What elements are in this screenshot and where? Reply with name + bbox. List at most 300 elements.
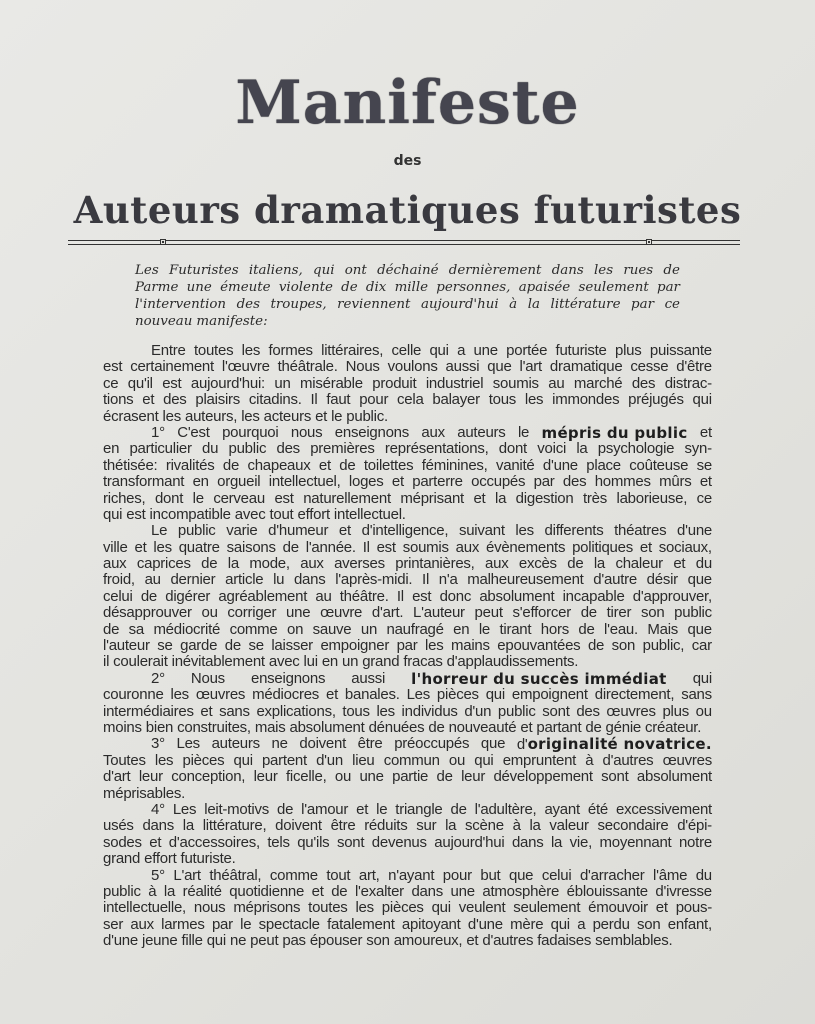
word: l'art — [519, 358, 542, 376]
word: les — [154, 751, 174, 769]
word: et — [149, 833, 162, 851]
paragraph — [103, 425, 712, 523]
word: de — [341, 280, 358, 295]
word: leur — [461, 768, 486, 786]
document-title: Manifeste — [235, 68, 580, 138]
word: représentations, — [384, 440, 489, 458]
word: que — [509, 866, 534, 884]
word: aujourd'hui — [420, 297, 499, 312]
word: la — [163, 882, 176, 900]
word: fatalement — [327, 915, 395, 933]
word: méprisons — [233, 899, 301, 917]
word: pas — [282, 932, 306, 950]
word: toutes — [193, 342, 234, 359]
word: 5° — [151, 866, 165, 884]
word: est — [376, 538, 396, 556]
word: suivant — [458, 522, 505, 540]
word: pièces — [436, 686, 479, 704]
word: loges — [348, 473, 384, 491]
word: méprisant — [400, 489, 464, 507]
word: toutes — [308, 899, 348, 917]
word: l'adultère, — [474, 800, 537, 818]
word: art, — [358, 866, 380, 884]
word: semblables. — [595, 932, 673, 950]
word: médiocrité — [153, 620, 221, 638]
text-line — [103, 523, 712, 539]
word: les — [241, 407, 260, 425]
word: futuriste. — [180, 850, 236, 868]
word: sociaux, — [658, 538, 712, 556]
word: premières — [310, 440, 375, 458]
text-line — [103, 572, 712, 588]
word: du — [202, 440, 219, 458]
word: œuvre — [320, 604, 363, 622]
word: epouvantées — [497, 637, 581, 655]
word: ou — [448, 751, 466, 769]
word: personnes, — [436, 280, 511, 295]
text-line — [103, 687, 712, 703]
word: et — [520, 718, 533, 736]
word: l'année. — [305, 538, 356, 556]
word: printanières, — [395, 555, 475, 573]
word: de — [224, 637, 241, 655]
word: soumis — [402, 538, 449, 556]
word: marché — [573, 374, 623, 392]
word: reviennent — [337, 297, 411, 312]
word: rues — [623, 263, 654, 278]
word: parterre — [412, 473, 463, 491]
word: futuriste — [555, 342, 607, 359]
word: évènements — [485, 538, 566, 556]
word: son — [640, 604, 665, 622]
word: excès — [518, 555, 557, 573]
word: toilettes — [363, 456, 414, 474]
word: et — [338, 522, 351, 540]
text-line — [103, 425, 712, 441]
word: que — [687, 571, 712, 589]
word: amoureux, — [393, 932, 463, 950]
word: puissante — [649, 342, 712, 359]
word: un — [342, 653, 359, 671]
word: garde — [180, 637, 218, 655]
word: tout — [326, 866, 351, 884]
word: littérature — [550, 297, 621, 312]
word: Le — [151, 522, 168, 540]
word: Mais — [647, 620, 679, 638]
word: le — [376, 800, 388, 818]
word: intellectuel, — [268, 473, 341, 491]
word: laborieuse, — [616, 489, 688, 507]
word: en — [453, 620, 470, 638]
word: a — [577, 915, 586, 933]
word: très — [582, 489, 607, 507]
word: spectacle — [258, 915, 320, 933]
word: par — [211, 915, 233, 933]
word: et — [655, 899, 668, 917]
word: désir — [646, 571, 678, 589]
word: n'a — [438, 571, 458, 589]
word: secondaire — [597, 817, 669, 835]
word: et — [200, 702, 213, 720]
word: Il — [310, 391, 318, 409]
word: l'intervention — [135, 297, 227, 312]
word: article — [225, 571, 264, 589]
word: dénuées — [368, 718, 425, 736]
word: théatres — [614, 522, 667, 540]
word: et — [639, 538, 652, 556]
word: digérer — [165, 587, 211, 605]
word: corriger — [227, 604, 277, 622]
word: qui — [550, 915, 570, 933]
rule-ornament-icon — [646, 239, 652, 245]
word: sauve — [312, 620, 352, 638]
word: partant — [536, 718, 582, 736]
word: littéraires, — [321, 342, 384, 359]
word: Toutes — [103, 751, 146, 769]
word: théâtrale. — [277, 358, 338, 376]
paragraph — [103, 523, 712, 671]
word: l'eau. — [604, 620, 638, 638]
word: et — [318, 456, 331, 474]
word: d'une — [542, 456, 578, 474]
word: œuvres — [662, 751, 712, 769]
word: la — [529, 817, 541, 835]
word: émouvoir — [588, 899, 648, 917]
word: d'être — [676, 358, 712, 376]
word: C'est — [177, 423, 210, 441]
word: qu'il — [127, 374, 153, 392]
word: en — [192, 473, 209, 491]
word: grand — [103, 850, 141, 868]
word: incapable — [562, 587, 625, 605]
word: été — [587, 800, 609, 818]
word: mère — [510, 915, 544, 933]
word: digestion — [515, 489, 574, 507]
word: tirant — [499, 620, 532, 638]
word: l'auteur — [103, 637, 150, 655]
word: froid, — [103, 571, 135, 589]
word: plus — [615, 342, 642, 359]
word: ayant — [544, 800, 580, 818]
word: des — [236, 297, 260, 312]
word: de — [578, 620, 595, 638]
word: une — [186, 280, 212, 295]
word: psychologie — [597, 440, 675, 458]
word: et — [356, 800, 369, 818]
word: littérature, — [202, 817, 267, 835]
word: épouser — [309, 932, 363, 950]
word: de — [585, 718, 602, 736]
paragraph — [103, 868, 712, 950]
text-line — [103, 933, 712, 949]
word: et — [391, 473, 404, 491]
word: effort — [144, 850, 177, 868]
word: d'humeur — [268, 522, 329, 540]
text-line — [103, 392, 712, 408]
word: la — [445, 817, 457, 835]
word: créateur. — [645, 718, 702, 736]
word: et — [699, 423, 712, 441]
word: d'une — [677, 522, 712, 540]
intro-line — [135, 279, 680, 296]
word: scène — [465, 817, 504, 835]
word: de — [567, 555, 584, 573]
word: apitoyant — [401, 915, 461, 933]
text-line — [103, 769, 712, 785]
text-line — [103, 474, 712, 490]
word: leit-motivs — [204, 800, 270, 818]
word: Nous — [190, 669, 225, 687]
text-line — [103, 802, 712, 818]
word: hommes — [594, 473, 651, 491]
word: intellectuelle, — [103, 899, 186, 917]
text-line — [103, 818, 712, 834]
word: lu — [273, 571, 285, 589]
word: une — [450, 882, 475, 900]
word: car — [691, 637, 712, 655]
text-line — [103, 507, 712, 523]
word: enseignons — [334, 423, 410, 441]
word: se — [696, 456, 712, 474]
word: qui — [233, 751, 253, 769]
word: larmes — [161, 915, 205, 933]
word: auteurs — [211, 735, 260, 753]
word: les — [515, 522, 534, 540]
paragraph — [103, 736, 712, 802]
text-line — [103, 491, 712, 507]
word: construites, — [177, 718, 251, 736]
word: misérable — [300, 374, 363, 392]
text-line — [103, 868, 712, 884]
word: leur — [138, 768, 163, 786]
word: Les — [176, 735, 200, 753]
word: quatre — [178, 538, 220, 556]
word: Il — [422, 571, 430, 589]
word: bien — [145, 718, 174, 736]
word: la — [527, 297, 540, 312]
word: aussi — [445, 358, 480, 376]
word: qui — [485, 686, 505, 704]
text-line — [103, 671, 712, 687]
word: intellectuel. — [333, 505, 406, 523]
word: averses — [334, 555, 385, 573]
word: enseignons — [251, 669, 326, 687]
intro-line — [135, 262, 680, 279]
word: en — [321, 653, 338, 671]
word: un — [274, 374, 291, 392]
word: conception, — [171, 768, 246, 786]
word: industriel — [425, 374, 484, 392]
word: formes — [268, 342, 313, 359]
word: vanité — [495, 456, 535, 474]
word: chapeaux — [247, 456, 311, 474]
word: celui — [541, 866, 572, 884]
word: politiques — [572, 538, 633, 556]
word: doivent — [299, 735, 347, 753]
word: empoigner — [320, 637, 390, 655]
word: aux — [421, 423, 445, 441]
word: ser — [103, 915, 124, 933]
word: 3° — [151, 735, 165, 753]
word: dans — [293, 571, 326, 589]
word — [517, 736, 712, 752]
word: son — [366, 932, 390, 950]
word: partie — [392, 768, 429, 786]
rule-line — [68, 240, 740, 241]
text-line — [103, 540, 712, 556]
word: réalité — [182, 882, 222, 900]
text-line — [103, 900, 712, 916]
word: l'amour — [301, 800, 349, 818]
word: mûrs — [659, 473, 692, 491]
word: L'auteur — [413, 604, 465, 622]
text-line — [103, 753, 712, 769]
word: d'art. — [371, 604, 404, 622]
word: produit — [372, 374, 417, 392]
word: dans — [411, 882, 443, 900]
word: sur — [416, 817, 437, 835]
word: pour — [359, 391, 389, 409]
word: nous — [193, 899, 226, 917]
word: d'arracher — [579, 866, 645, 884]
word: et — [311, 882, 324, 900]
word: fracas — [403, 653, 443, 671]
word: les — [241, 342, 261, 359]
word: dix — [365, 280, 387, 295]
text-line — [103, 884, 712, 900]
text-line — [103, 622, 712, 638]
word: but — [480, 866, 501, 884]
word: qui — [692, 391, 712, 409]
word: celle — [391, 342, 422, 359]
word: le — [331, 407, 343, 425]
word: à — [512, 817, 521, 835]
word: et — [315, 407, 328, 425]
word: de — [580, 604, 597, 622]
paragraph — [103, 671, 712, 737]
word: directement, — [594, 686, 675, 704]
word: commun — [383, 751, 440, 769]
text-line — [103, 589, 712, 605]
word: et — [134, 538, 147, 556]
word: ce — [664, 297, 680, 312]
word: tout — [269, 505, 294, 523]
word: nouveauté — [448, 718, 517, 736]
word: certainement — [130, 358, 214, 376]
word: L'art — [173, 866, 201, 884]
word: mode, — [249, 555, 290, 573]
word: et — [325, 686, 338, 704]
text-line — [103, 458, 712, 474]
word: à — [148, 882, 157, 900]
word: qu'ils — [297, 833, 330, 851]
word: devenus — [371, 833, 427, 851]
word: de — [450, 800, 467, 818]
word: Les — [172, 800, 197, 818]
word: dans — [142, 817, 174, 835]
word: le — [517, 423, 530, 441]
word: de — [277, 800, 294, 818]
word: les — [524, 391, 544, 409]
word: une — [473, 342, 498, 359]
word: d'autre — [593, 571, 637, 589]
word: manifeste: — [196, 314, 268, 329]
word: hors — [540, 620, 569, 638]
word: tirer — [606, 604, 632, 622]
word: sodes — [103, 833, 142, 851]
word: ou — [695, 702, 712, 720]
word: sont — [601, 768, 629, 786]
word: être — [330, 817, 356, 835]
word: inévitablement — [171, 653, 265, 671]
word: les — [355, 899, 374, 917]
text-line — [103, 343, 712, 359]
word: explications, — [256, 702, 336, 720]
word: cerveau — [213, 489, 265, 507]
word: acteurs — [263, 407, 312, 425]
word: quotidienne — [229, 882, 305, 900]
word: differents — [544, 522, 604, 540]
word: mais — [254, 718, 286, 736]
word: pourquoi — [222, 423, 279, 441]
word: plus — [662, 702, 689, 720]
word: la — [576, 440, 588, 458]
word: tels — [267, 833, 290, 851]
word: public — [177, 522, 216, 540]
word: apaisée — [518, 280, 571, 295]
word: nous — [290, 423, 323, 441]
word: laisser — [271, 637, 313, 655]
word: d'accessoires, — [168, 833, 260, 851]
word: de — [282, 538, 299, 556]
word: éblouissante — [566, 882, 648, 900]
word: peut — [474, 604, 503, 622]
word: d'intelligence, — [361, 522, 449, 540]
word: public — [674, 604, 712, 622]
word: vie, — [569, 833, 592, 851]
word: aux — [130, 915, 154, 933]
word: aux — [300, 555, 324, 573]
word: l'exalter — [354, 882, 404, 900]
title-connector: des — [393, 153, 422, 169]
word: en — [103, 440, 120, 458]
word: coulerait — [113, 653, 168, 671]
word: d'épi- — [677, 817, 712, 835]
word: qui — [431, 899, 451, 917]
word: déchainé — [377, 263, 439, 278]
word: est — [126, 505, 146, 523]
word: banales. — [344, 686, 400, 704]
text-line — [103, 917, 712, 933]
word: œuvres — [195, 686, 246, 704]
word: les — [376, 702, 395, 720]
word: donc — [439, 587, 472, 605]
word: son — [611, 637, 636, 655]
text-line — [103, 704, 712, 720]
word: coûteuse — [629, 456, 689, 474]
text-line — [103, 736, 712, 752]
word: par — [396, 637, 418, 655]
word: pièces — [381, 899, 424, 917]
word: des — [276, 440, 300, 458]
word: aussi — [351, 669, 386, 687]
word: dramatique — [549, 358, 623, 376]
word: du — [695, 866, 712, 884]
word: préoccupés — [394, 735, 470, 753]
word: auteurs, — [184, 407, 238, 425]
word: effort — [297, 505, 330, 523]
word: l'âme — [653, 866, 688, 884]
